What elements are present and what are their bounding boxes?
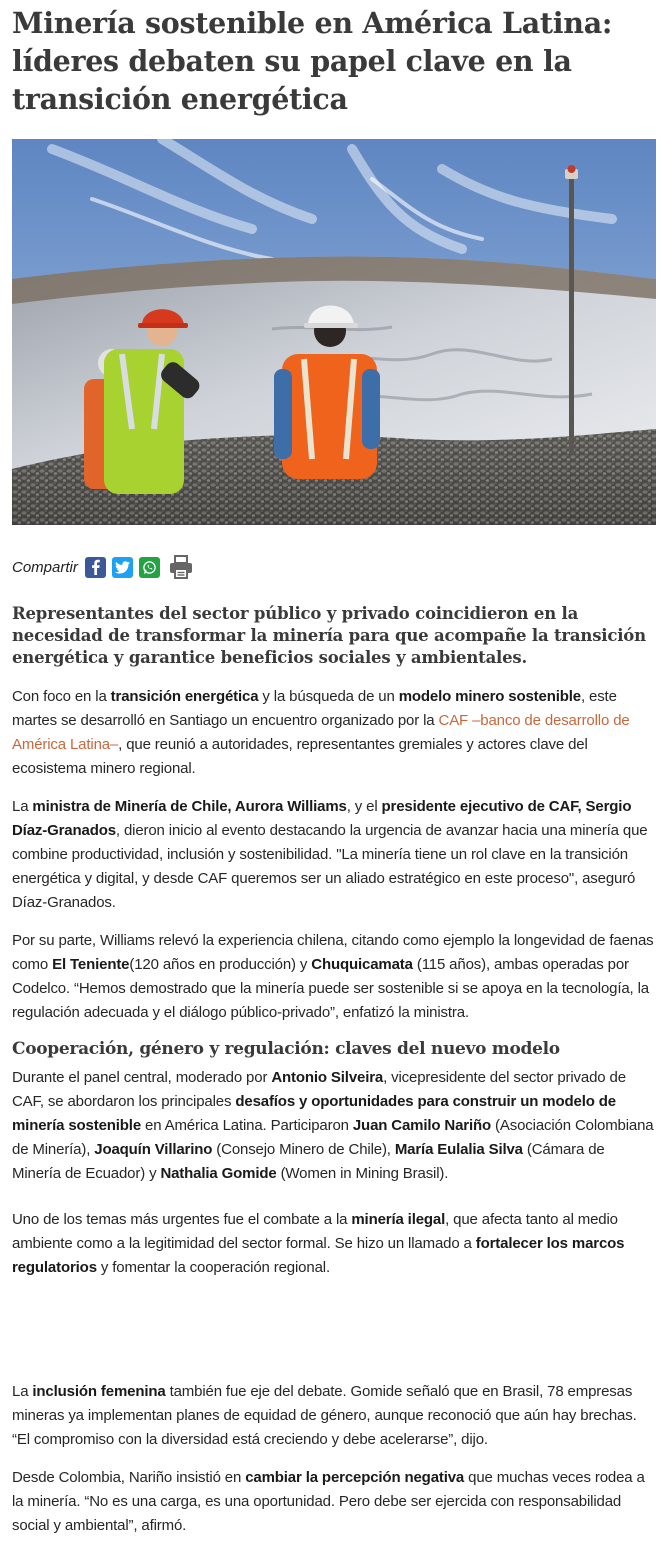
article-lead: Representantes del sector público y privado coincidieron en la necesidad de transformar la minería para que acompañe la transición energética y garantice beneficios sociales y ambientales. [12, 604, 646, 667]
paragraph-2: La ministra de Minería de Chile, Aurora Williams, y el presidente ejecutivo de CAF, Sergio Díaz-Granados, dieron inicio al evento destacando la urgencia de avanzar hacia una minería que combine productividad, inclusión y sostenibilidad. "La minería tiene un rol clave en la transición energética y digital, y desde CAF queremos ser un aliado estratégico en este proceso", aseguró Díaz-Granados. [12, 798, 648, 911]
article-title: Minería sostenible en América Latina: líderes debaten su papel clave en la transición energética [12, 6, 613, 116]
share-bar [12, 554, 654, 580]
caf-link[interactable]: CAF –banco de desarrollo de América Latina– [12, 712, 630, 753]
paragraph-7: Desde Colombia, Nariño insistió en cambiar la percepción negativa que muchas veces rodea a la minería. “No es una carga, es una oportunidad. Pero debe ser ejercida con responsabilidad social y ambiental”, afirmó. [12, 1469, 645, 1534]
article-body [12, 685, 654, 1538]
whatsapp-icon[interactable] [139, 557, 160, 578]
twitter-icon[interactable] [112, 557, 133, 578]
share-label: Compartir [12, 558, 78, 576]
paragraph-1: Con foco en la transición energética y la búsqueda de un modelo minero sostenible, este martes se desarrolló en Santiago un encuentro organizado por la CAF –banco de desarrollo de América Latina–, que reunió a autoridades, representantes gremiales y actores clave del ecosistema minero regional. [12, 688, 630, 777]
hero-image [12, 139, 656, 525]
paragraph-4: Durante el panel central, moderado por Antonio Silveira, vicepresidente del sector privado de CAF, se abordaron los principales desafíos y oportunidades para construir un modelo de minería sostenible en América Latina. Participaron Juan Camilo Nariño (Asociación Colombiana de Minería), Joaquín Villarino (Consejo Minero de Chile), María Eulalia Silva (Cámara de Minería de Ecuador) y Nathalia Gomide (Women in Mining Brasil). [12, 1069, 654, 1182]
paragraph-5: Uno de los temas más urgentes fue el combate a la minería ilegal, que afecta tanto al medio ambiente como a la legitimidad del sector formal. Se hizo un llamado a fortalecer los marcos regulatorios y fomentar la cooperación regional. [12, 1211, 625, 1276]
section-subheading: Cooperación, género y regulación: claves del nuevo modelo [12, 1039, 560, 1059]
paragraph-3: Por su parte, Williams relevó la experiencia chilena, citando como ejemplo la longevidad de faenas como El Teniente(120 años en producción) y Chuquicamata (115 años), ambas operadas por Codelco. “Hemos demostrado que la minería puede ser sostenible si se apoya en la tecnología, la regulación adecuada y el diálogo público-privado”, enfatizó la ministra. [12, 932, 654, 1021]
paragraph-6: La inclusión femenina también fue eje del debate. Gomide señaló que en Brasil, 78 empresas mineras ya implementan planes de equidad de género, aunque reconoció que aún hay brechas. “El compromiso con la diversidad está creciendo y debe acelerarse”, dijo. [12, 1383, 637, 1448]
facebook-icon[interactable] [85, 557, 106, 578]
article-page [0, 4, 665, 1538]
print-icon[interactable] [168, 554, 194, 580]
